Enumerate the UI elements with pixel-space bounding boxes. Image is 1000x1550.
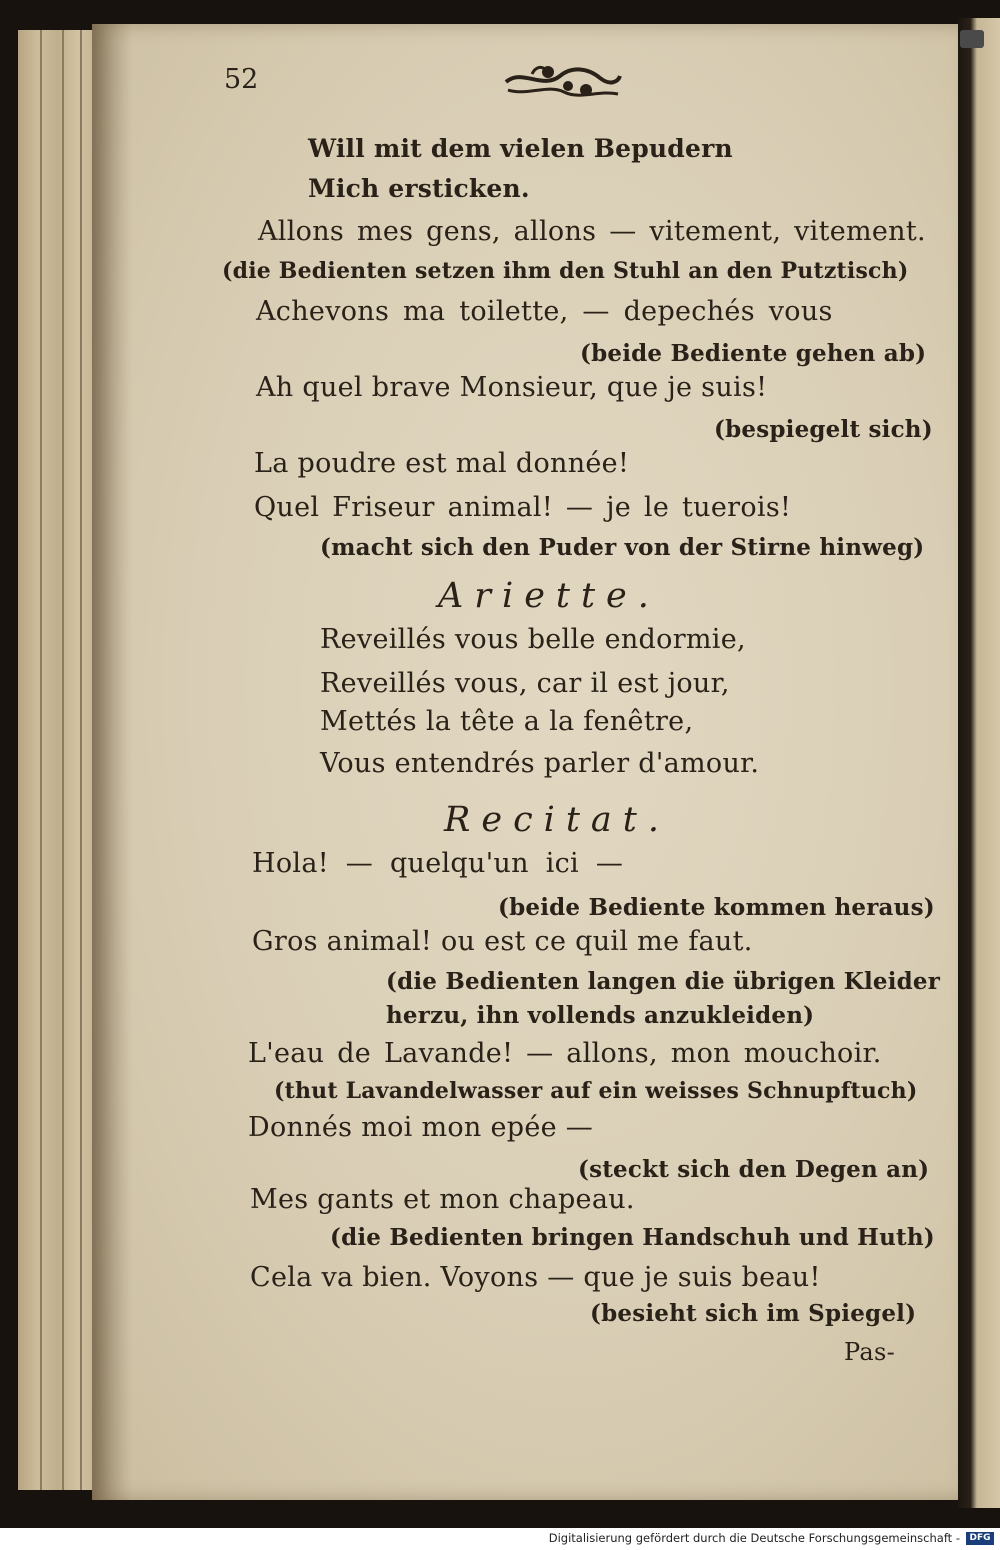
verse-line: Achevons ma toilette, — depechés vous [256, 296, 833, 327]
verse-line: Mich ersticken. [308, 174, 530, 203]
verse-line: Will mit dem vielen Bepudern [308, 134, 733, 163]
stage-direction: (macht sich den Puder von der Stirne hinweg) [320, 534, 925, 561]
gutter-shadow [92, 24, 132, 1500]
verse-line: Hola! — quelqu'un ici — [252, 848, 624, 879]
dfg-logo: DFG [966, 1532, 994, 1545]
scanner-clip [960, 30, 984, 48]
verse-line: Vous entendrés parler d'amour. [320, 748, 760, 779]
section-heading: Recitat. [444, 800, 670, 840]
verse-line: Reveillés vous belle endormie, [320, 624, 746, 655]
verse-line: Mes gants et mon chapeau. [250, 1184, 635, 1215]
ornament-icon [502, 60, 622, 102]
book-page-edges [18, 30, 98, 1490]
catchword: Pas- [844, 1338, 896, 1366]
digitization-credit: Digitalisierung gefördert durch die Deutsche Forschungsgemeinschaft - [548, 1531, 960, 1545]
verse-line: Gros animal! ou est ce quil me faut. [252, 926, 753, 957]
page-number: 52 [224, 64, 259, 95]
stage-direction: (beide Bediente gehen ab) [580, 340, 927, 367]
verse-line: Quel Friseur animal! — je le tuerois! [254, 492, 792, 523]
stage-direction: (thut Lavandelwasser auf ein weisses Schnupftuch) [274, 1078, 918, 1104]
verse-line: Reveillés vous, car il est jour, [320, 668, 730, 699]
page-edge-line [80, 30, 82, 1490]
stage-direction: (besieht sich im Spiegel) [590, 1300, 917, 1327]
verse-line: Mettés la tête a la fenêtre, [320, 706, 694, 737]
verse-line: Cela va bien. Voyons — que je suis beau! [250, 1262, 821, 1293]
section-heading: Ariette. [438, 576, 660, 616]
verse-line: La poudre est mal donnée! [254, 448, 630, 479]
verse-line: Donnés moi mon epée — [248, 1112, 594, 1143]
stage-direction: (bespiegelt sich) [714, 416, 933, 443]
verse-line: L'eau de Lavande! — allons, mon mouchoir. [248, 1038, 882, 1069]
verse-line: Ah quel brave Monsieur, que je suis! [256, 372, 768, 403]
footer-bar [0, 1528, 1000, 1550]
stage-direction: (steckt sich den Degen an) [578, 1156, 930, 1183]
verse-line: Allons mes gens, allons — vitement, vitement. [258, 216, 926, 247]
page-edge-line [40, 30, 42, 1490]
facing-page-edge [958, 18, 1000, 1508]
page-edge-line [62, 30, 64, 1490]
stage-direction: (die Bedienten bringen Handschuh und Huth) [330, 1224, 935, 1251]
stage-direction: (die Bedienten langen die übrigen Kleider [386, 968, 941, 995]
stage-direction: herzu, ihn vollends anzukleiden) [386, 1002, 815, 1029]
stage-direction: (beide Bediente kommen heraus) [498, 894, 935, 921]
stage-direction: (die Bedienten setzen ihm den Stuhl an den Putztisch) [222, 258, 909, 284]
